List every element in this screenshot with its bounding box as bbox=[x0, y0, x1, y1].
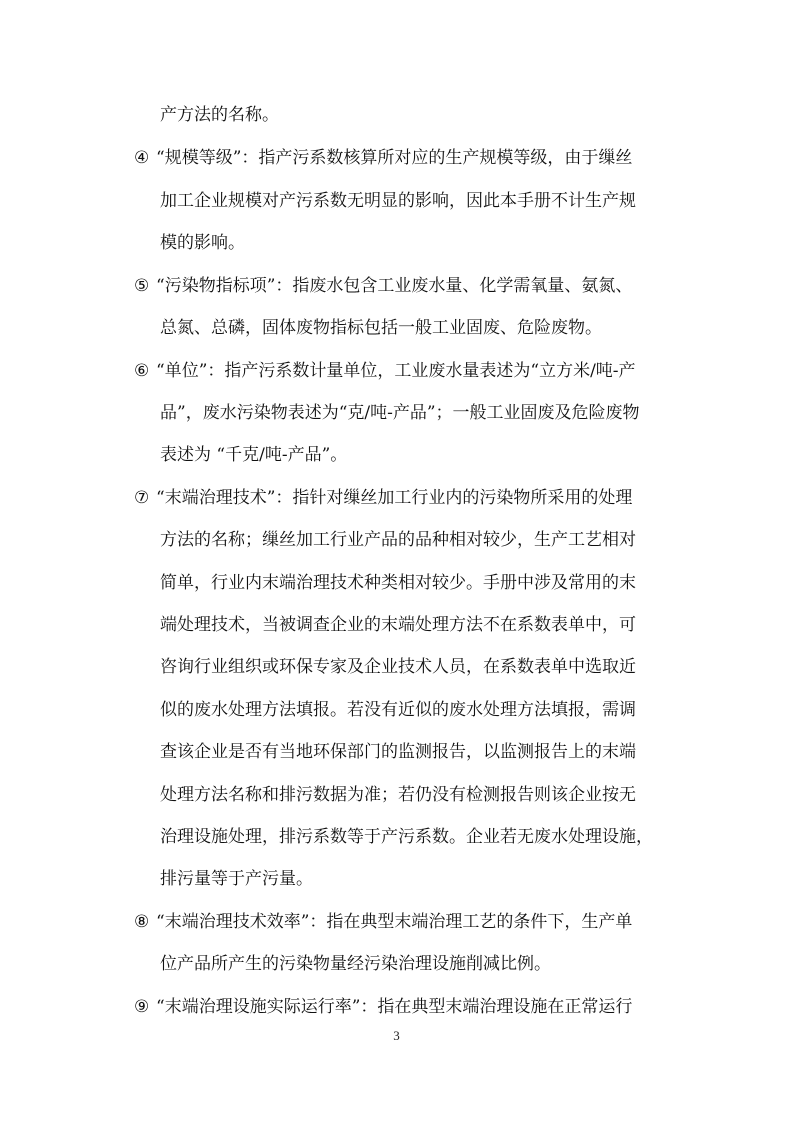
text-line: 似的废水处理方法填报。若没有近似的废水处理方法填报，需调 bbox=[160, 700, 636, 720]
text-line: 治理设施处理，排污系数等于产污系数。企业若无废水处理设施， bbox=[160, 827, 653, 847]
circled-number-9: ⑨ bbox=[134, 997, 150, 1017]
text-line: 位产品所产生的污染物量经污染治理设施削减比例。 bbox=[160, 954, 551, 974]
text-line: 总氮、总磷，固体废物指标包括一般工业固废、危险废物。 bbox=[160, 318, 602, 338]
text-line: 排污量等于产污量。 bbox=[160, 869, 313, 889]
text-line: “末端治理技术”：指针对缫丝加工行业内的污染物所采用的处理 bbox=[156, 488, 633, 508]
text-line: 处理方法名称和排污数据为准；若仍没有检测报告则该企业按无 bbox=[160, 785, 636, 805]
text-line: “规模等级”：指产污系数核算所对应的生产规模等级，由于缫丝 bbox=[156, 148, 633, 168]
text-line: 简单，行业内末端治理技术种类相对较少。手册中涉及常用的末 bbox=[160, 573, 636, 593]
text-line: 咨询行业组织或环保专家及企业技术人员，在系数表单中选取近 bbox=[160, 657, 636, 677]
page-number: 3 bbox=[393, 1028, 400, 1043]
text-line: 表述为 “千克/吨-产品”。 bbox=[160, 445, 348, 465]
text-line: 品”，废水污染物表述为“克/吨-产品”；一般工业固废及危险废物 bbox=[160, 403, 640, 423]
list-item-9 bbox=[134, 996, 632, 1018]
list-item-4 bbox=[134, 147, 632, 169]
text-line: 查该企业是否有当地环保部门的监测报告，以监测报告上的末端 bbox=[160, 742, 636, 762]
text-line: “末端治理技术效率”：指在典型末端治理工艺的条件下，生产单 bbox=[156, 912, 633, 932]
list-item-7 bbox=[134, 487, 632, 509]
text-line: “末端治理设施实际运行率”：指在典型末端治理设施在正常运行 bbox=[156, 997, 633, 1017]
circled-number-4: ④ bbox=[134, 148, 150, 168]
circled-number-5: ⑤ bbox=[134, 276, 150, 296]
text-line: 产方法的名称。 bbox=[160, 105, 279, 125]
list-item-6 bbox=[134, 360, 636, 382]
list-item-5 bbox=[134, 275, 632, 297]
circled-number-8: ⑧ bbox=[134, 912, 150, 932]
circled-number-6: ⑥ bbox=[134, 361, 150, 381]
circled-number-7: ⑦ bbox=[134, 488, 150, 508]
text-line: “污染物指标项”：指废水包含工业废水量、化学需氧量、氨氮、 bbox=[156, 276, 633, 296]
text-line: “单位”：指产污系数计量单位，工业废水量表述为“立方米/吨-产 bbox=[156, 361, 636, 381]
list-item-8 bbox=[134, 911, 632, 933]
text-line: 方法的名称；缫丝加工行业产品的品种相对较少，生产工艺相对 bbox=[160, 530, 636, 550]
text-line: 端处理技术，当被调查企业的末端处理方法不在系数表单中，可 bbox=[160, 615, 636, 635]
text-line: 加工企业规模对产污系数无明显的影响，因此本手册不计生产规 bbox=[160, 191, 636, 211]
text-line: 模的影响。 bbox=[160, 233, 245, 253]
